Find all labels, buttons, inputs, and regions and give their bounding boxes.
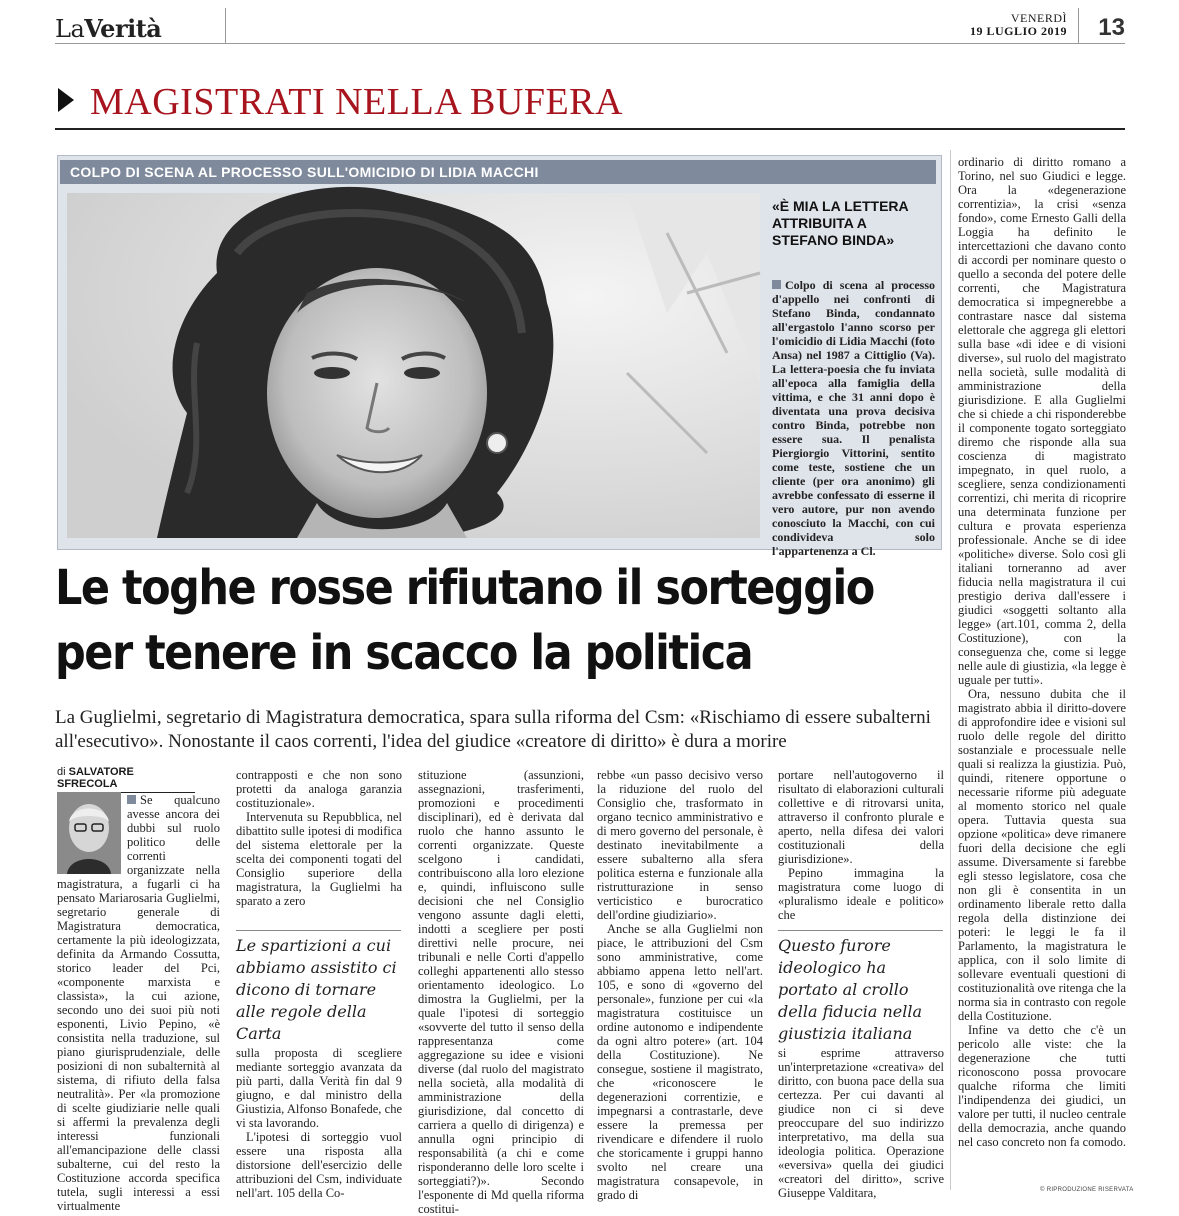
subheadline: La Guglielmi, segretario di Magistratura democratica, spara sulla riforma del Csm: «Rischiamo di essere subalterni all'esecutivo». Nonostante il caos correnti, l'idea del giudice «creatore di diritto» è dura a morire (55, 707, 931, 752)
article-column-4: rebbe «un passo decisivo verso la riduzione del ruolo del Consiglio che, trasformato in organo tecnico amministrativo e di mero governo del personale, è destinato inevitabilmente a essere subalterno alla sfera politica esterna e funzionale alla ristrutturazione in senso verticistico e burocratico dell'ordine giudiziario». Anche se alla Guglielmi non piace, le attribuzioni del Csm sono amministrative, come abbiamo appena letto nell'art. 105, e sono di «governo del personale», funzione per cui «la magistratura costituisce un ordine autonomo e indipendente da ogni altro potere» (art. 104 della Costituzione). Ne consegue, sostiene il magistrato, che «riconoscere le degenerazioni correntizie, e impegnarsi a contrastarle, deve essere la premessa per rivendicare e difendere il ruolo che storicamente i gruppi hanno svolto nel creare una magistratura consapevole, in grado di (597, 768, 763, 1202)
section-rule (55, 128, 1125, 130)
article-column-2-top: contrapposti e che non sono protetti da analoga garanzia costituzionale». Intervenuta su Repubblica, nel dibattito sulle ipotesi di modifica del sistema elettorale per la scelta dei componenti togati del Consiglio superiore della magistratura, la Guglielmi ha sparato a zero (236, 768, 402, 908)
page-number: 13 (1098, 14, 1125, 41)
article-column-3: stituzione (assunzioni, assegnazioni, trasferimenti, promozioni e procedimenti disciplinari), ed è derivata dal ruolo che hanno assunto le correnti organizzate. Queste scelgono i candidati, contribuiscono alla loro elezione e, quindi, influiscono sulle decisioni che nel Consiglio vengono assunte dagli eletti, indotti a scegliere per posti direttivi nelle procure, nei tribunali e nelle Corti d'appello colleghi appartenenti allo stesso orientamento ideologico. Lo dimostra la Guglielmi, per la quale l'ipotesi di sorteggio «sovverte del tutto il senso della rappresentanza come aggregazione su idee e visioni diverse (dal ruolo del magistrato nella società, alla modalità di amministrazione della giurisdizione, dal concetto di carriera a quello di dirigenza) e annulla ogni principio di responsabilità (a chi e come risponderanno delle loro scelte i sorteggiati?)». Secondo l'esponente di Md quella riforma costitui- (418, 768, 584, 1216)
pull-quote-2: Questo furore ideologico ha portato al crollo della fiducia nella giustizia italiana (778, 930, 943, 1045)
author-name: SALVATORE SFRECOLA (57, 766, 134, 790)
lidia-macchi-photo (67, 193, 760, 538)
pull-quote-1: Le spartizioni a cui abbiamo assistito ci dicono di tornare alle regole della Carta (236, 930, 401, 1045)
date: 19 LUGLIO 2019 (969, 24, 1067, 38)
photo-caption: Colpo di scena al processo d'appello nei confronti di Stefano Binda, condannato all'ergastolo l'anno scorso per l'omicidio di Lidia Macchi (foto Ansa) nel 1987 a Cittiglio (Va). La lettera-poesia che fu inviata all'epoca alla famiglia della vittima, e che 31 anni dopo è diventata una prova decisiva contro Binda, potrebbe non essere sua. Il penalista Piergiorgio Vittorini, sentito come teste, sostiene che un cliente (per ora anonimo) gli avrebbe confessato di esserne il vero autore, pur non avendo conosciuto la Macchi, con cui condivideva solo l'appartenenza a Cl. (772, 278, 935, 558)
article-column-5-bottom: si esprime attraverso un'interpretazione «creativa» del diritto, con buona pace della sua certezza. Per cui davanti al giudice non ci si deve preoccupare del suo indirizzo interpretativo, ma della sua ideologia politica. Operazione «eversiva» quella dei giudici «creatori del diritto», scrive Giuseppe Valditara, (778, 1046, 944, 1200)
photo-box-header: COLPO DI SCENA AL PROCESSO SULL'OMICIDIO DI LIDIA MACCHI (60, 160, 936, 184)
masthead (55, 8, 1125, 44)
lead-square-icon (127, 795, 136, 804)
caption-square-icon (772, 280, 781, 289)
headline (55, 556, 945, 686)
page-divider (1078, 8, 1079, 44)
section-title: MAGISTRATI NELLA BUFERA (90, 81, 623, 123)
article-column-6: ordinario di diritto romano a Torino, nel suo Giudici e legge. Ora la «degenerazione correntizia», la crisi «senza fondo», come Ernesto Galli della Loggia ha definito le intercettazioni che davano conto di accordi per nominare questo o quello a seconda del potere delle correnti, che Magistratura democratica si impegnerebbe a contrastare nasce dal sistema elettorale che aggrega gli elettori sulla base «di idee e di visioni diverse», sul ruolo del magistrato nella società, sulle modalità di amministrazione della giurisdizione. E alla Guglielmi che si chiede a chi risponderebbe il componente togato sorteggiato diremo che risponde alla sua coscienza di magistrato impegnato, in quel ruolo, a scegliere, senza condizionamenti correntizi, chi merita di ricoprire una determinata funzione per cultura e provata esperienza professionale. Anche se di idee «politiche» diverse. Solo così gli italiani torneranno ad aver fiducia nella magistratura il cui prestigio deriva dall'essere i giudici «soggetti soltanto alla legge» (art.101, comma 2, della Costituzione), con la conseguenza che, come si legge nelle aule di giustizia, «la legge è uguale per tutti». Ora, nessuno dubita che il magistrato abbia il diritto-dovere di approfondire idee e visioni sul ruolo delle regole del diritto sostanziale e processuale nelle quali si realizza la giustizia. Può, quindi, ritenere opportune o necessarie riforme più adeguate al momento storico nel quale opera. Tuttavia questa sua opzione «politica» deve rimanere fuori della decisione che egli assume. Diversamente si farebbe egli stesso legislatore, cosa che non gli è consentita in un ordinamento liberale retto dalla regola della distinzione dei poteri: le leggi le fa il Parlamento, la magistratura le applica, con il solo limite di sollevare eventuali questioni di costituzionalità ove ritenga che la norma sia in contrasto con regole della Costituzione. Infine va detto che c'è un pericolo alle viste: che la degenerazione che tutti riconoscono possa provocare qualche riforma che limiti l'indipendenza dei giudici, un valore per tutti, il nucleo centrale della democrazia, anche quando nel caso concreto non fa comodo. (958, 155, 1126, 1149)
portrait-illustration (67, 193, 760, 538)
column-divider (950, 150, 951, 1190)
issue-date (970, 12, 1067, 38)
weekday: VENERDÌ (1010, 11, 1067, 25)
article-column-5-top: portare nell'autogoverno il risultato di elaborazioni culturali collettive e di ritrovarsi unita, attraverso il confronto plurale e aperto, nella difesa dei valori costituzionali della giurisdizione». Pepino immagina la magistratura come luogo di «pluralismo ideale e politico» che (778, 768, 944, 922)
photo-quote: «È MIA LA LETTERA ATTRIBUITA A STEFANO BINDA» (772, 198, 909, 248)
article-column-2-bottom: sulla proposta di scegliere mediante sorteggio avanzata da più parti, dalla Verità fin dal 9 giugno, e dal ministro della Giustizia, Alfonso Bonafede, che vi sta lavorando. L'ipotesi di sorteggio vuol essere una risposta alla distorsione dell'esercizio delle attribuzioni del Csm, individuate nell'art. 105 della Co- (236, 1046, 402, 1200)
copyright-notice: © RIPRODUZIONE RISERVATA (1040, 1187, 1134, 1193)
masthead-divider (225, 8, 226, 44)
byline: di SALVATORE SFRECOLA (57, 766, 195, 793)
headline-line-1: Le toghe rosse rifiutano il sorteggio (55, 560, 874, 617)
section-arrow-icon (58, 88, 74, 112)
newspaper-logo: LaVerità (55, 14, 162, 43)
headline-line-2: per tenere in scacco la politica (55, 625, 753, 682)
article-column-1: Se qualcuno avesse ancora dei dubbi sul ruolo politico delle correnti organizzate nella magistratura, a fugarli ci ha pensato Mariarosaria Guglielmi, segretario generale di Magistratura democratica, certamente la più ideologizzata, definita da Armando Cossutta, storico leader del Pci, «componente marxista e classista», la cui azione, secondo uno dei suoi più noti esponenti, Livio Pepino, «è consistita nella traduzione, sul piano giurisprudenziale, delle posizioni di non subalternità al sistema, di rifiuto della falsa neutralità». Per «la promozione di scelte giudiziarie nelle quali si affermi la prevalenza degli interessi funzionali all'emancipazione delle classi subalterne, cui del resto la Costituzione accorda specifica tutela, sugli interessi a essi virtualmente (57, 793, 220, 1213)
